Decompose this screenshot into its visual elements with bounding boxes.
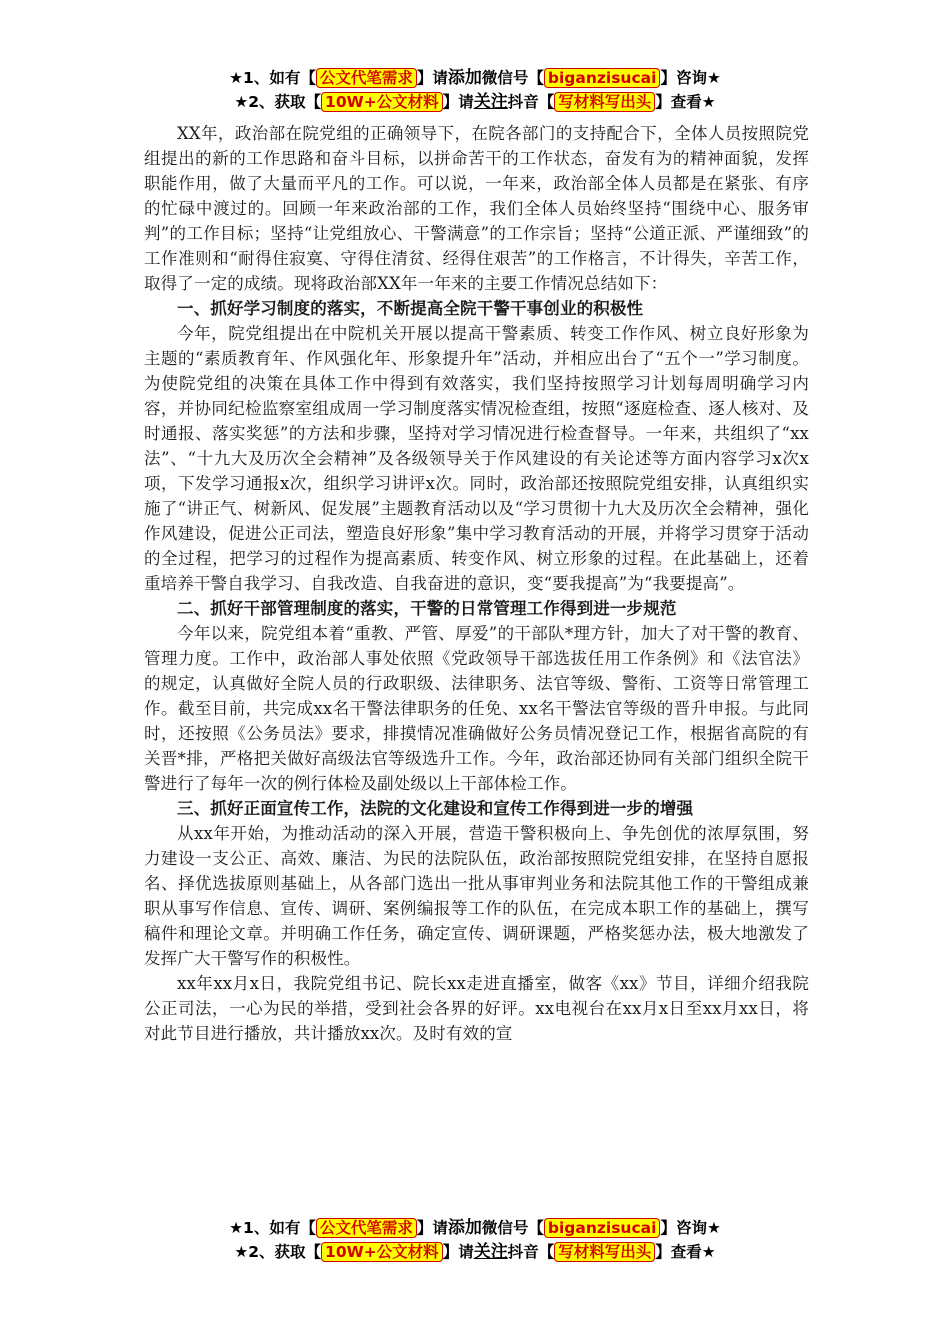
highlight-wechat-id: biganzisucai [544,68,661,88]
banner-text: 】咨询★ [660,69,721,87]
banner-text: 】咨询★ [660,1219,721,1237]
highlight-douyin-account: 写材料写出头 [554,1242,655,1262]
section-heading-1: 一、抓好学习制度的落实，不断提高全院干警干事创业的积极性 [177,299,644,318]
banner-text: ★1、如有【 [229,69,316,87]
paragraph-section-3b: xx年xx月x日，我院党组书记、院长xx走进直播室，做客《xx》节目，详细介绍我院公正司法，一心为民的举措，受到社会各界的好评。xx电视台在xx月x日至xx月xx日，将对此节目进行播放，共计播放xx次。及时有效的宣 [144,974,809,1043]
paragraph-section-2: 今年以来，院党组本着“重教、严管、厚爱”的干部队*理方针，加大了对干警的教育、管理力度。工作中，政治部人事处依照《党政领导干部选拔任用工作条例》和《法官法》的规定，认真做好全院人员的行政职级、法律职务、法官等级、警衔、工资等日常管理工作。截至目前，共完成xx名干警法律职务的任免、xx名干警法官等级的晋升申报。与此同时，还按照《公务员法》要求，排摸情况准确做好公务员情况登记工作，根据省高院的有关晋*排，严格把关做好高级法官等级选升工作。今年，政治部还协同有关部门组织全院干警进行了每年一次的例行体检及副处级以上干部体检工作。 [144,624,809,793]
banner-text: 微信号【 [481,69,544,87]
banner-emphasis: 关注 [473,1242,508,1262]
banner-text: 微信号【 [481,1219,544,1237]
highlight-materials-label: 10W+公文材料 [321,92,443,112]
highlight-materials-label: 10W+公文材料 [321,1242,443,1262]
section-heading-3: 三、抓好正面宣传工作，法院的文化建设和宣传工作得到进一步的增强 [177,799,694,818]
banner-text: 抖音【 [507,1243,555,1261]
paragraph-section-3a: 从xx年开始，为推动活动的深入开展，营造干警积极向上、争先创优的浓厚氛围，努力建设一支公正、高效、廉洁、为民的法院队伍，政治部按照院党组安排，在坚持自愿报名、择优选拔原则基础上，从各部门选出一批从事审判业务和法院其他工作的干警组成兼职从事写作信息、宣传、调研、案例编报等工作的队伍，在完成本职工作的基础上，撰写稿件和理论文章。并明确工作任务，确定宣传、调研课题，严格奖惩办法，极大地激发了发挥广大干警写作的积极性。 [144,824,809,968]
highlight-service-label: 公文代笔需求 [316,68,417,88]
highlight-douyin-account: 写材料写出头 [554,92,655,112]
banner-text: 】请 [416,1219,448,1237]
section-heading-2: 二、抓好干部管理制度的落实，干警的日常管理工作得到进一步规范 [177,599,677,618]
banner-text: 】查看★ [655,93,716,111]
banner-emphasis: 关注 [473,92,508,112]
banner-text: ★2、获取【 [234,93,322,111]
banner-text: 】请 [442,93,474,111]
banner-text: 抖音【 [507,93,555,111]
bottom-banner [0,1216,950,1264]
document-body [144,121,809,1046]
banner-line-1 [0,1216,950,1240]
highlight-wechat-id: biganzisucai [544,1218,661,1238]
top-banner [0,66,950,114]
paragraph-section-1: 今年，院党组提出在中院机关开展以提高干警素质、转变工作作风、树立良好形象为主题的“素质教育年、作风强化年、形象提升年”活动，并相应出台了“五个一”学习制度。为使院党组的决策在具体工作中得到有效落实，我们坚持按照学习计划每周明确学习内容，并协同纪检监察室组成周一学习制度落实情况检查组，按照“逐庭检查、逐人核对、及时通报、落实奖惩”的方法和步骤，坚持对学习情况进行检查督导。一年来，共组织了“xx法”、“十九大及历次全会精神”及各级领导关于作风建设的有关论述等方面内容学习x次x项，下发学习通报x次，组织学习讲评x次。同时，政治部还按照院党组安排，认真组织实施了“讲正气、树新风、促发展”主题教育活动以及“学习贯彻十九大及历次全会精神，强化作风建设，促进公正司法，塑造良好形象”集中学习教育活动的开展，并将学习贯穿于活动的全过程，把学习的过程作为提高素质、转变作风、树立形象的过程。在此基础上，还着重培养干警自我学习、自我改造、自我奋进的意识，变“要我提高”为“我要提高”。 [144,324,809,593]
banner-text: 】查看★ [655,1243,716,1261]
paragraph-intro: XX年，政治部在院党组的正确领导下，在院各部门的支持配合下，全体人员按照院党组提出的新的工作思路和奋斗目标，以拼命苦干的工作状态，奋发有为的精神面貌，发挥职能作用，做了大量而平凡的工作。可以说，一年来，政治部全体人员都是在紧张、有序的忙碌中渡过的。回顾一年来政治部的工作，我们全体人员始终坚持“围绕中心、服务审判”的工作目标；坚持“让党组放心、干警满意”的工作宗旨；坚持“公道正派、严谨细致”的工作准则和“耐得住寂寞、守得住清贫、经得住艰苦”的工作格言，不计得失，辛苦工作，取得了一定的成绩。现将政治部XX年一年来的主要工作情况总结如下： [144,124,809,293]
banner-text: ★1、如有【 [229,1219,316,1237]
highlight-service-label: 公文代笔需求 [316,1218,417,1238]
banner-emphasis: 添加 [447,1218,482,1238]
banner-emphasis: 添加 [447,68,482,88]
banner-line-2 [0,90,950,114]
banner-text: 】请 [442,1243,474,1261]
banner-line-2 [0,1240,950,1264]
banner-text: 】请 [416,69,448,87]
banner-text: ★2、获取【 [234,1243,322,1261]
banner-line-1 [0,66,950,90]
